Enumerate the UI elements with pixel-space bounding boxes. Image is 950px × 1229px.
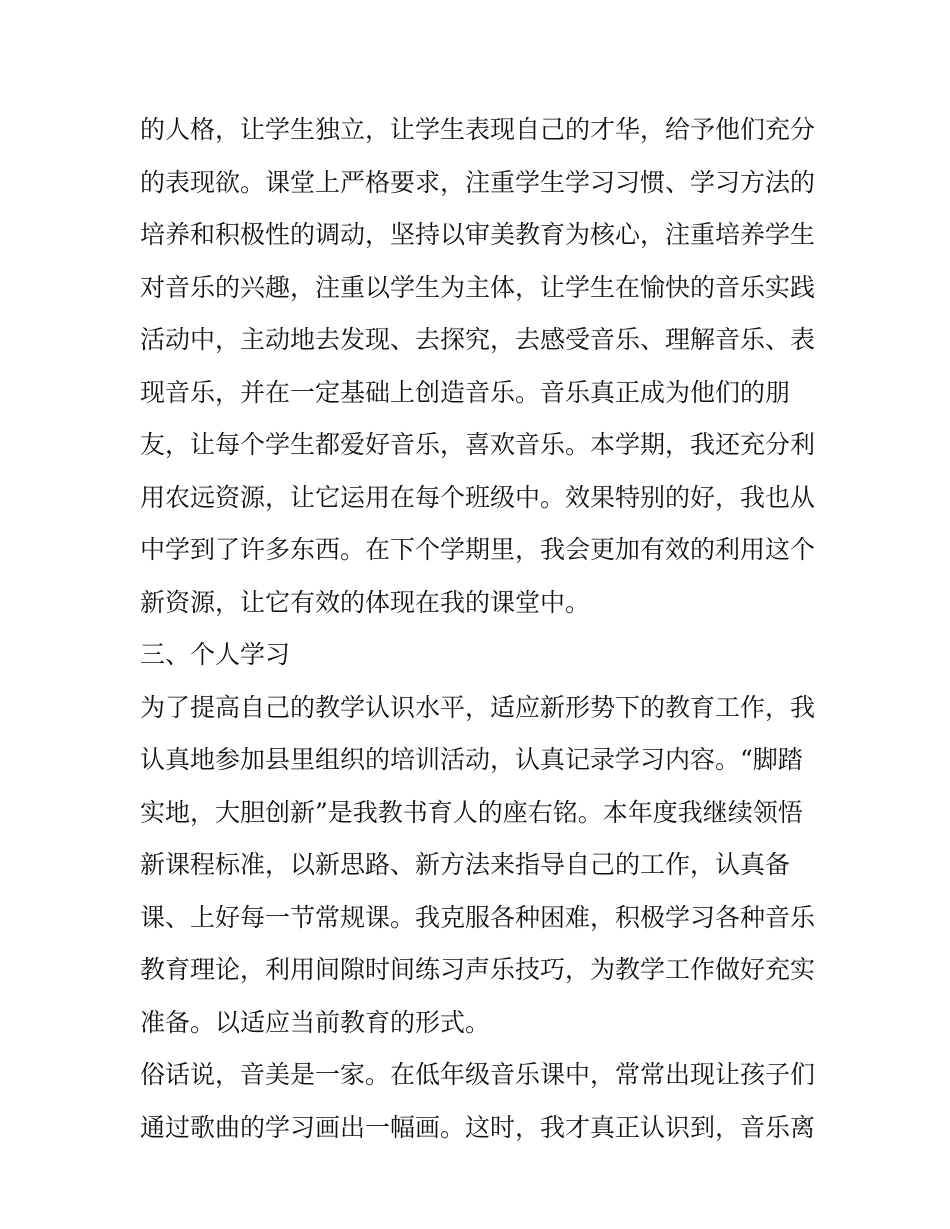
- document-body: [140, 104, 820, 1154]
- text-line: 教育理论，利用间隙时间练习声乐技巧，为教学工作做好充实: [140, 955, 816, 984]
- text-line: 用农远资源，让它运用在每个班级中。效果特别的好，我也从: [140, 482, 816, 512]
- text-line: 友，让每个学生都爱好音乐，喜欢音乐。本学期，我还充分利: [140, 430, 816, 459]
- text-line: 的表现欲。课堂上严格要求，注重学生学习习惯、学习方法的: [140, 167, 816, 197]
- text-line: 新课程标准，以新思路、新方法来指导自己的工作，认真备: [140, 850, 791, 879]
- text-line: 活动中，主动地去发现、去探究，去感受音乐、理解音乐、表: [140, 325, 816, 354]
- text-line: 课、上好每一节常规课。我克服各种困难，积极学习各种音乐: [140, 902, 816, 932]
- text-line: 为了提高自己的教学认识水平，适应新形势下的教育工作，我: [140, 692, 816, 722]
- text-line: 实地，大胆创新”是我教书育人的座右铭。本年度我继续领悟: [140, 797, 803, 827]
- text-line: 通过歌曲的学习画出一幅画。这时，我才真正认识到，音乐离: [140, 1112, 816, 1142]
- text-line: 培养和积极性的调动，坚持以审美教育为核心，注重培养学生: [140, 220, 816, 249]
- text-line: 中学到了许多东西。在下个学期里，我会更加有效的利用这个: [140, 535, 816, 564]
- text-line: 对音乐的兴趣，注重以学生为主体，让学生在愉快的音乐实践: [140, 272, 816, 302]
- text-line: 俗话说，音美是一家。在低年级音乐课中，常常出现让孩子们: [140, 1060, 816, 1089]
- text-line: 认真地参加县里组织的培训活动，认真记录学习内容。“脚踏: [140, 745, 803, 774]
- section-heading: 三、个人学习: [140, 640, 291, 669]
- text-line: 现音乐，并在一定基础上创造音乐。音乐真正成为他们的朋: [140, 377, 791, 407]
- text-line: 的人格，让学生独立，让学生表现自己的才华，给予他们充分: [140, 115, 816, 144]
- text-line: 新资源，让它有效的体现在我的课堂中。: [140, 587, 591, 617]
- text-line: 准备。以适应当前教育的形式。: [140, 1007, 491, 1037]
